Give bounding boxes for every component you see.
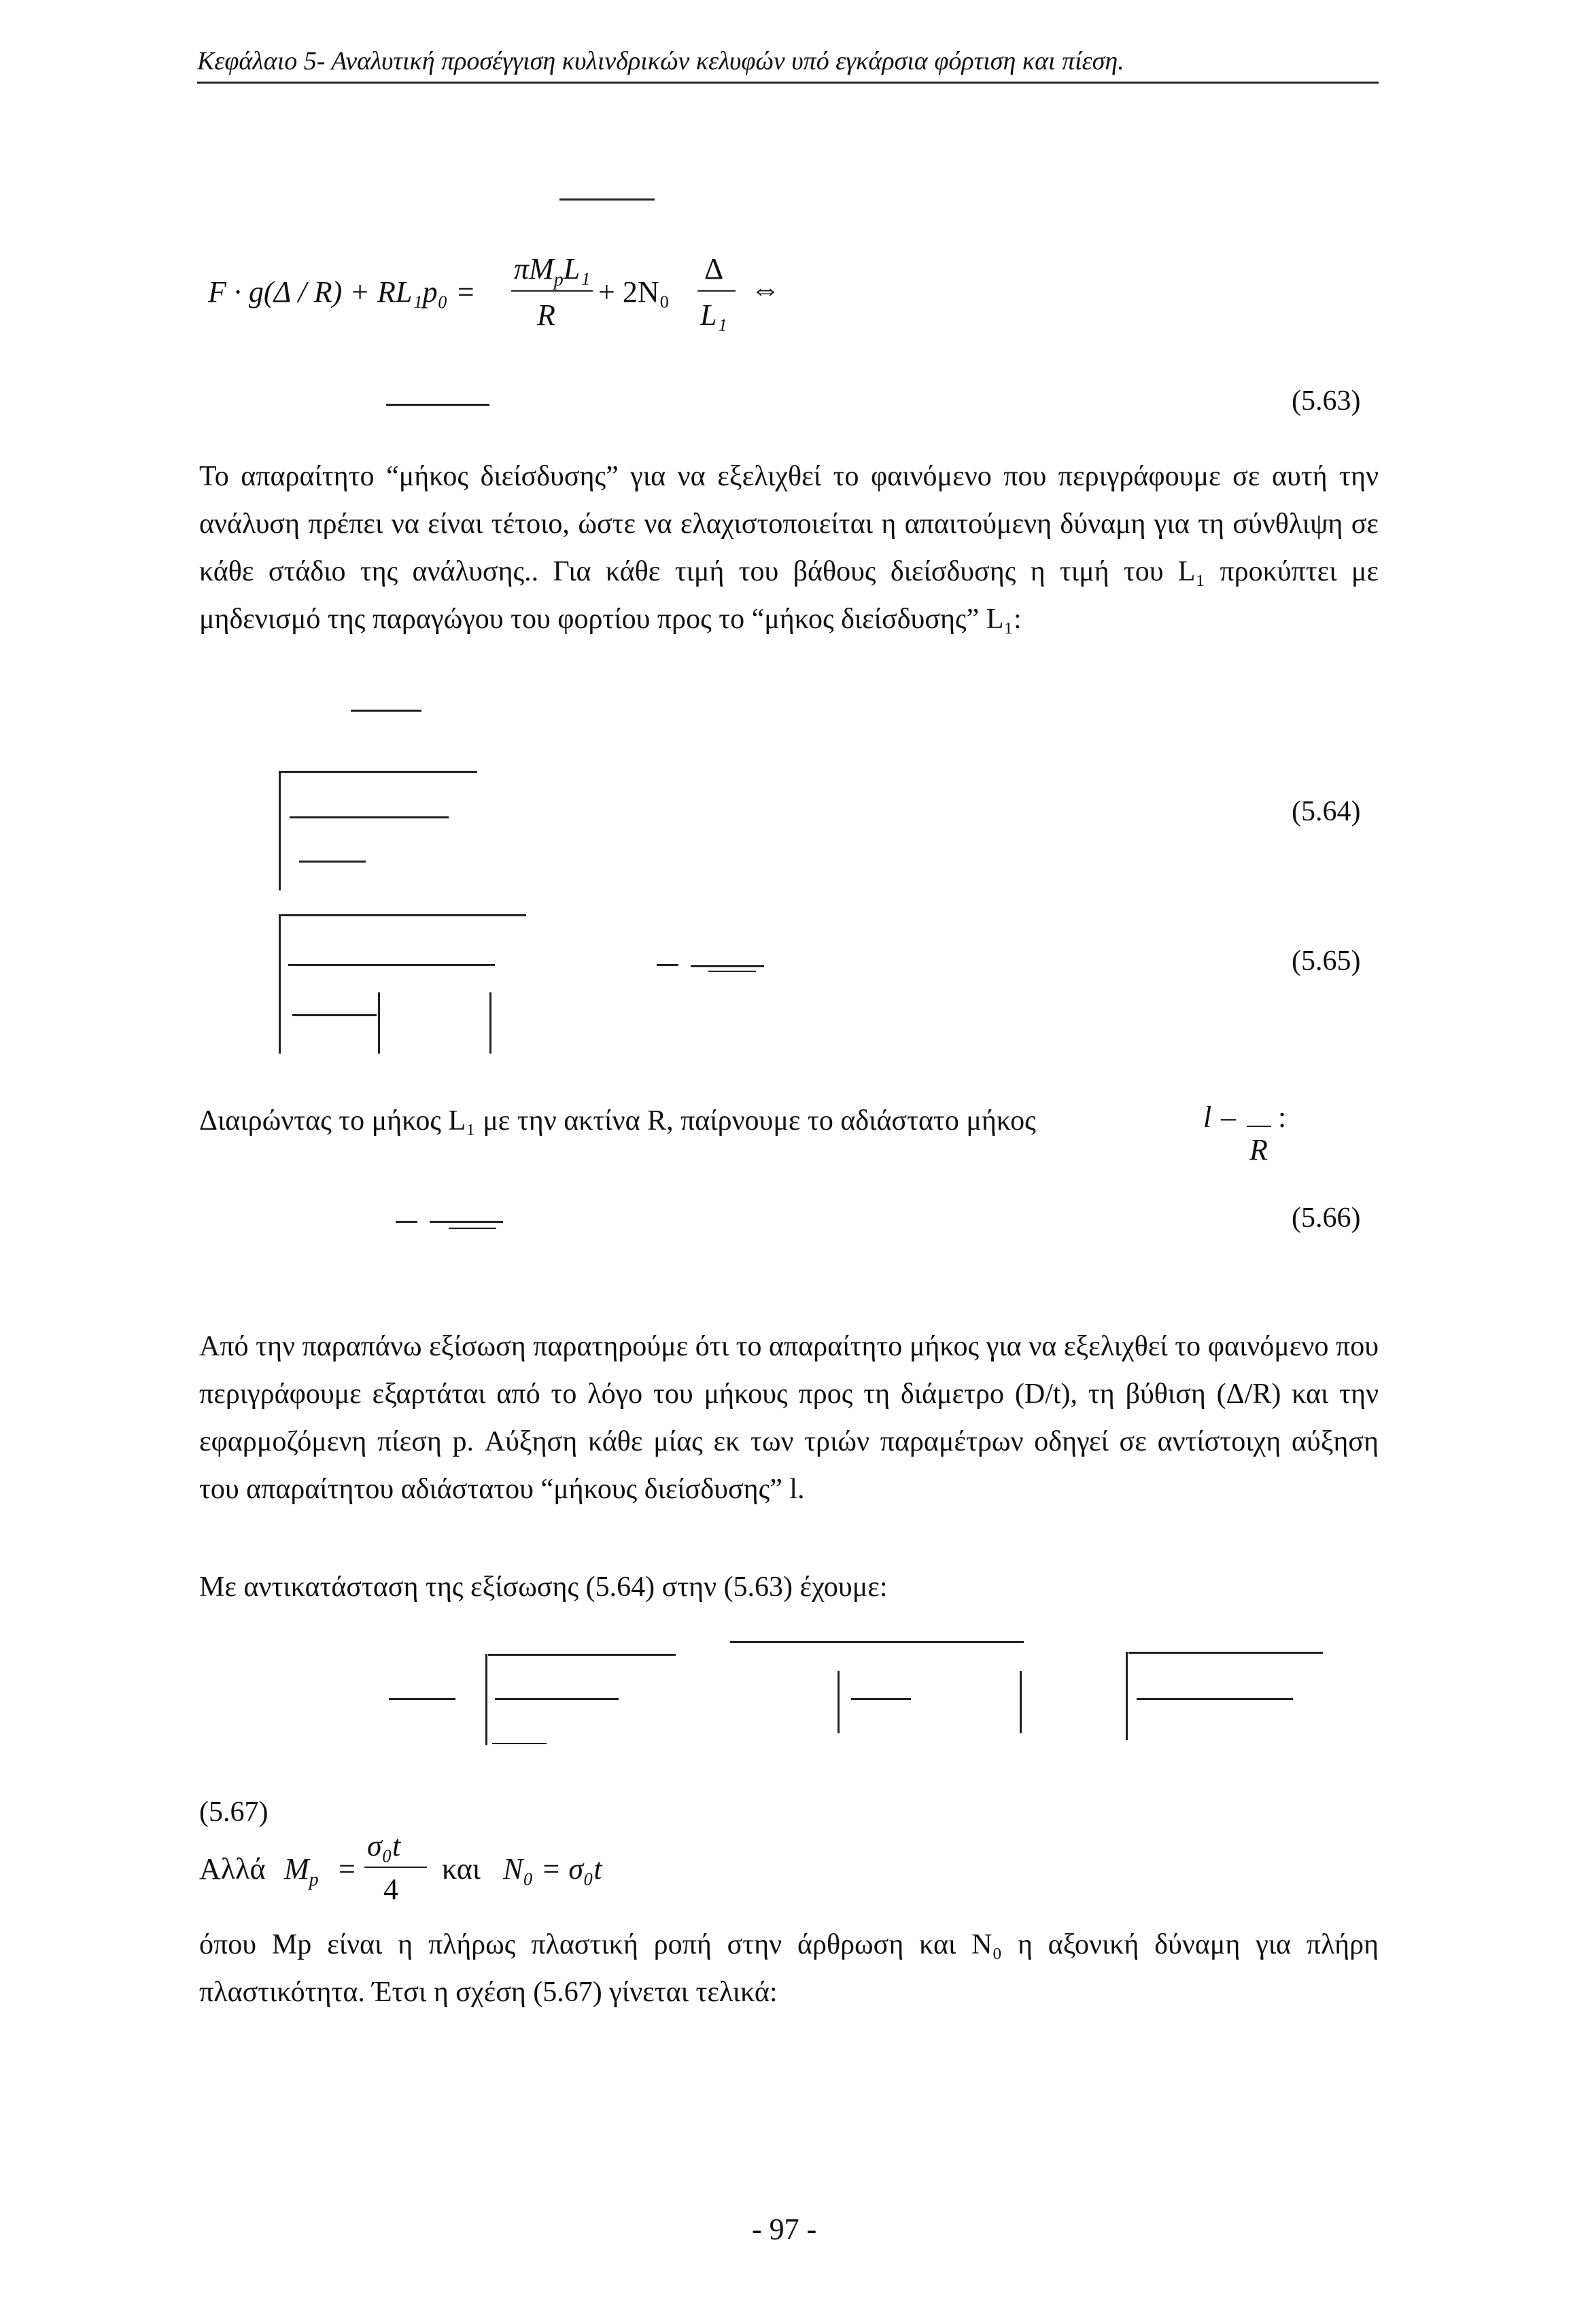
sqrt-stem [279,914,281,1054]
equation-5-63-lhs: F · g(Δ / R) + RL₁p₀ = [208,275,476,309]
equivalence-arrow: ⇔ [750,273,780,306]
fraction-bar [697,290,736,292]
overbar [730,1641,1024,1643]
math-equals: = [339,1852,356,1886]
math-frac-denominator: 4 [383,1873,398,1906]
math-colon: : [1278,1100,1287,1134]
bracket-line [489,992,491,1054]
math-mp-main: M [284,1852,309,1886]
fraction-bar [495,1698,619,1700]
equation-5-63-frac2-denominator: L₁ [700,298,727,332]
header-rule [197,82,1379,84]
fraction-bar [1137,1698,1293,1700]
math-l: l [1203,1100,1212,1134]
fraction-bar [511,290,593,292]
frac1-num-main: πM [514,252,554,285]
dash-mark [389,1698,455,1700]
equation-rule [351,710,421,712]
dash-mark [657,964,678,966]
equation-5-63-frac1-numerator [514,252,590,291]
running-header: Κεφάλαιο 5- Αναλυτική προσέγγιση κυλινδρικών κελυφών υπό εγκάρσια φόρτιση και πίεση. [197,47,1124,75]
paragraph-substitution: Με αντικατάσταση της εξίσωσης (5.64) στην (5.63) έχουμε: [199,1572,888,1603]
frac1-num-sub: p [553,268,564,290]
bracket-line [838,1671,840,1733]
sqrt-stem [1126,1652,1128,1740]
sqrt-overbar [280,914,526,916]
sqrt-overbar [488,1654,676,1656]
equation-number-5-67: (5.67) [199,1797,269,1828]
math-mp [284,1852,319,1891]
bracket-line [378,992,380,1054]
math-n0: N₀ = σ₀t [503,1852,602,1886]
equation-rule [559,198,655,201]
sqrt-stem [279,771,281,890]
fraction-bar [691,965,764,967]
fraction-bar [492,1743,547,1744]
sqrt-stem [485,1654,487,1745]
fraction-bar [290,816,449,818]
equation-number-5-64: (5.64) [1292,796,1361,827]
fraction-bar [708,971,756,972]
math-mp-sub: p [309,1869,319,1890]
fraction-bar [449,1228,496,1229]
equation-rule [386,404,489,406]
word-kai: και [442,1852,481,1886]
paragraph-dimensionless-length-text: Διαιρώντας το μήκος L₁ με την ακτίνα R, παίρνουμε το αδιάστατο μήκος [199,1105,1036,1137]
fraction-bar [364,1867,427,1868]
fraction-bar [292,1014,377,1016]
word-alla: Αλλά [199,1852,266,1886]
fraction-bar [1247,1126,1271,1127]
math-dash: – [1221,1100,1236,1134]
fraction-bar [299,861,366,863]
equation-number-5-63: (5.63) [1292,385,1361,417]
sqrt-overbar [1128,1652,1323,1654]
page-number: - 97 - [752,2213,817,2246]
equation-5-63-frac1-denominator: R [537,298,555,332]
math-r-denominator: R [1249,1133,1268,1166]
paragraph-penetration-length: Το απαραίτητο “μήκος διείσδυσης” για να εξελιχθεί το φαινόμενο που περιγράφουμε σε αυτή την ανάλυση πρέπει να είναι τέτοιο, ώστε να ελαχιστοποιείται η απαιτούμενη δύναμη για τη σύνθλιψη σε κάθε στάδιο της ανάλυσης.. Για κάθε τιμή του βάθους διείσδυσης η τιμή του L₁ προκύπτει με μηδενισμό της παραγώγου του φορτίου προς το “μήκος διείσδυσης” L₁: [199,461,1379,635]
paragraph-observation: Από την παραπάνω εξίσωση παρατηρούμε ότι το απαραίτητο μήκος για να εξελιχθεί το φαινόμενο που περιγράφουμε εξαρτάται από το λόγο του μήκους προς τη διάμετρο (D/t), τη βύθιση (Δ/R) και την εφαρμοζόμενη πίεση p. Αύξηση κάθε μίας εκ των τριών παραμέτρων οδηγεί σε αντίστοιχη αύξηση του απαραίτητου αδιάστατου “μήκους διείσδυσης” l. [199,1331,1379,1505]
dash-mark [396,1221,417,1223]
frac1-num-tail: L₁ [563,252,591,285]
fraction-bar [288,964,495,966]
equation-5-63-middle: + 2N₀ [598,275,670,309]
equation-number-5-65: (5.65) [1292,946,1361,977]
equation-number-5-66: (5.66) [1292,1202,1361,1234]
paragraph-plastic-moment: όπου Mp είναι η πλήρως πλαστική ροπή στην άρθρωση και N₀ η αξονική δύναμη για πλήρη πλαστικότητα. Έτσι η σχέση (5.67) γίνεται τελικά: [199,1929,1379,2008]
fraction-bar [430,1221,503,1223]
fraction-bar [851,1698,911,1700]
equation-5-63-frac2-numerator: Δ [704,252,724,285]
sqrt-overbar [280,771,477,773]
bracket-line [1020,1671,1022,1733]
math-frac-numerator: σ₀t [367,1829,401,1862]
